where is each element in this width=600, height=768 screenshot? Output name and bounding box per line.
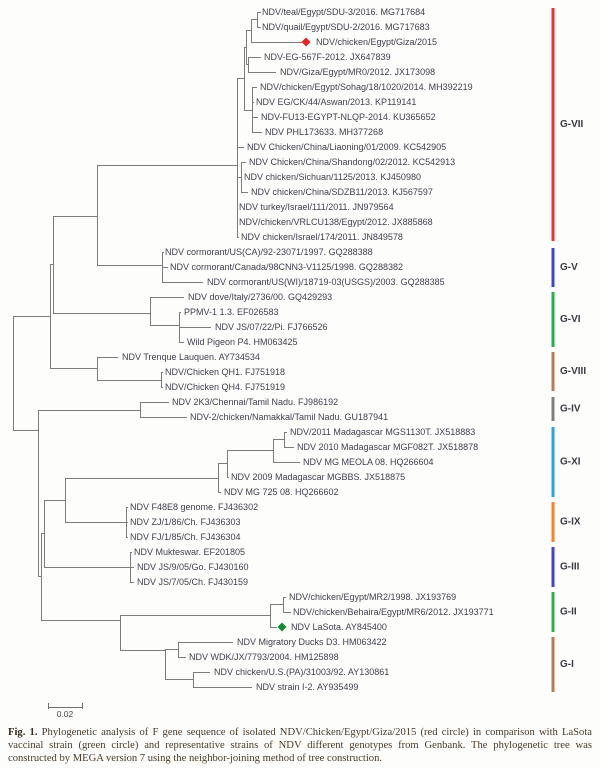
tip-label: NDV/chicken/Egypt/Giza/2015 [316, 37, 438, 47]
tip-label: NDV cormorant/US(CA)/92-23071/1997. GQ288388 [165, 247, 373, 257]
genotype-bar-g-vi [552, 292, 555, 347]
tip-label: NDV Migratory Ducks D3. HM063422 [237, 637, 387, 647]
tip-label: NDV LaSota. AY845400 [291, 622, 387, 632]
genotype-label-g-ix: G-IX [560, 516, 581, 528]
tip-label: NDV/teal/Egypt/SDU-3/2016. MG717684 [262, 7, 426, 17]
genotype-label-g-v: G-V [560, 262, 578, 273]
tip-label: NDV turkey/Israel/111/2011. JN979564 [239, 202, 394, 212]
tip-label: NDV/chicken/VRLCU138/Egypt/2012. JX885868 [239, 217, 433, 227]
tip-label: NDV/quail/Egypt/SDU-2/2016. MG717683 [262, 22, 430, 32]
genotype-bar-g-viii [552, 352, 555, 391]
tip-label: NDV FJ/1/85/Ch. FJ436304 [130, 532, 241, 542]
tip-label: NDV chicken/U.S.(PA)/31003/92. AY130861 [214, 667, 390, 677]
genotype-label-g-xi: G-XI [560, 456, 581, 468]
tip-label: NDV-2/chicken/Namakkal/Tamil Nadu. GU187941 [190, 412, 389, 422]
genotype-bar-g-xi [552, 427, 555, 497]
tip-label: NDV WDK/JX/7793/2004. HM125898 [189, 652, 339, 662]
genotype-bar-g-i [552, 637, 555, 692]
genotype-bar-g-iv [552, 397, 555, 421]
scale-bar-label: 0.02 [56, 709, 74, 719]
genotype-label-g-viii: G-VIII [560, 366, 587, 377]
tip-label: NDV Chicken/China/Shandong/02/2012. KC542913 [249, 157, 456, 167]
tip-label: NDV JS/7/05/Ch. FJ430159 [137, 577, 249, 587]
tip-label: PPMV-1 1.3. EF026583 [184, 307, 279, 317]
tip-label: NDV cormorant/US(WI)/18719-03(USGS)/2003. GQ288385 [207, 277, 445, 287]
genotype-label-g-i: G-I [560, 659, 574, 670]
tip-label: NDV cormorant/Canada/98CNN3-V1125/1998. GQ288382 [170, 262, 403, 272]
tip-label: NDV-EG-567F-2012. JX647839 [264, 52, 391, 62]
tip-label: NDV chicken/Sichuan/1125/2013. KJ450980 [244, 172, 421, 182]
tip-label: NDV/chicken/Egypt/MR2/1998. JX193769 [289, 592, 457, 602]
genotype-label-g-iv: G-IV [560, 403, 581, 415]
tip-label: NDV-FU13-EGYPT-NLQP-2014. KU365652 [261, 112, 436, 122]
tip-label: NDV 2009 Madagascar MGBBS. JX518875 [231, 472, 406, 482]
tip-label: NDV JS/9/05/Go. FJ430160 [137, 562, 249, 572]
figure-caption-text: Phylogenetic analysis of F gene sequence of isolated NDV/Chicken/Egypt/Giza/2015 (red circle) in comparison with LaSota vaccinal strain (green circle) and representative strains of NDV different genotypes from Genbank. The phylogenetic tree was constructed by MEGA version 7 using the neighbor-joining method of tree construction. [8, 727, 592, 765]
red-diamond-marker [302, 38, 311, 47]
tip-label: Wild Pigeon P4. HM063425 [187, 337, 298, 347]
tip-label: NDV/2011 Madagascar MGS1130T. JX518883 [290, 427, 476, 437]
tip-label: NDV/chicken/Egypt/Sohag/18/1020/2014. MH392219 [260, 82, 473, 92]
genotype-label-g-ii: G-II [560, 606, 577, 618]
tip-label: NDV 2010 Madagascar MGF082T. JX518878 [297, 442, 479, 452]
tip-label: NDV ZJ/1/86/Ch. FJ436303 [130, 517, 241, 527]
genotype-label-g-vii: G-VII [560, 119, 584, 130]
genotype-bar-g-ix [552, 502, 555, 542]
tip-label: NDV/Chicken QH1. FJ751918 [165, 367, 286, 377]
tip-label: NDV MG MEOLA 08. HQ266604 [303, 457, 434, 467]
genotype-label-g-vi: G-VI [560, 314, 581, 325]
tip-label: NDV JS/07/22/Pi. FJ766526 [215, 322, 328, 332]
tip-label: NDV/Chicken QH4. FJ751919 [165, 382, 286, 392]
figure-caption [8, 726, 592, 765]
tip-label: NDV chicken/Israel/174/2011. JN849578 [241, 232, 403, 242]
genotype-bar-g-iii [552, 547, 555, 587]
tip-label: NDV Chicken/China/Liaoning/01/2009. KC542905 [247, 142, 447, 152]
genotype-label-g-iii: G-III [560, 561, 580, 573]
genotype-bar-g-v [552, 248, 555, 287]
tip-label: NDV/chicken/Behaira/Egypt/MR6/2012. JX193771 [293, 607, 494, 617]
tip-label: NDV 2K3/Chennai/Tamil Nadu. FJ986192 [172, 397, 339, 407]
tip-label: NDV Trenque Lauquen. AY734534 [122, 352, 260, 362]
tip-label: NDV PHL173633. MH377268 [265, 127, 384, 137]
tip-label: NDV strain I-2. AY935499 [256, 682, 359, 692]
figure-caption-label: Fig. 1. [8, 727, 38, 738]
tip-label: NDV dove/Italy/2736/00. GQ429293 [188, 292, 333, 302]
tip-label: NDV Mukteswar. EF201805 [134, 547, 246, 557]
tip-label: NDV/Giza/Egypt/MR0/2012. JX173098 [280, 67, 436, 77]
genotype-bar-g-vii [552, 8, 555, 241]
green-diamond-marker [278, 623, 287, 632]
tip-label: NDV chicken/China/SDZB11/2013. KJ567597 [251, 187, 433, 197]
genotype-bar-g-ii [552, 592, 555, 632]
tip-label: NDV EG/CK/44/Aswan/2013. KP119141 [256, 97, 417, 107]
tip-label: NDV MG 725 08. HQ266602 [224, 487, 339, 497]
tip-label: NDV F48E8 genome. FJ436302 [130, 502, 259, 512]
